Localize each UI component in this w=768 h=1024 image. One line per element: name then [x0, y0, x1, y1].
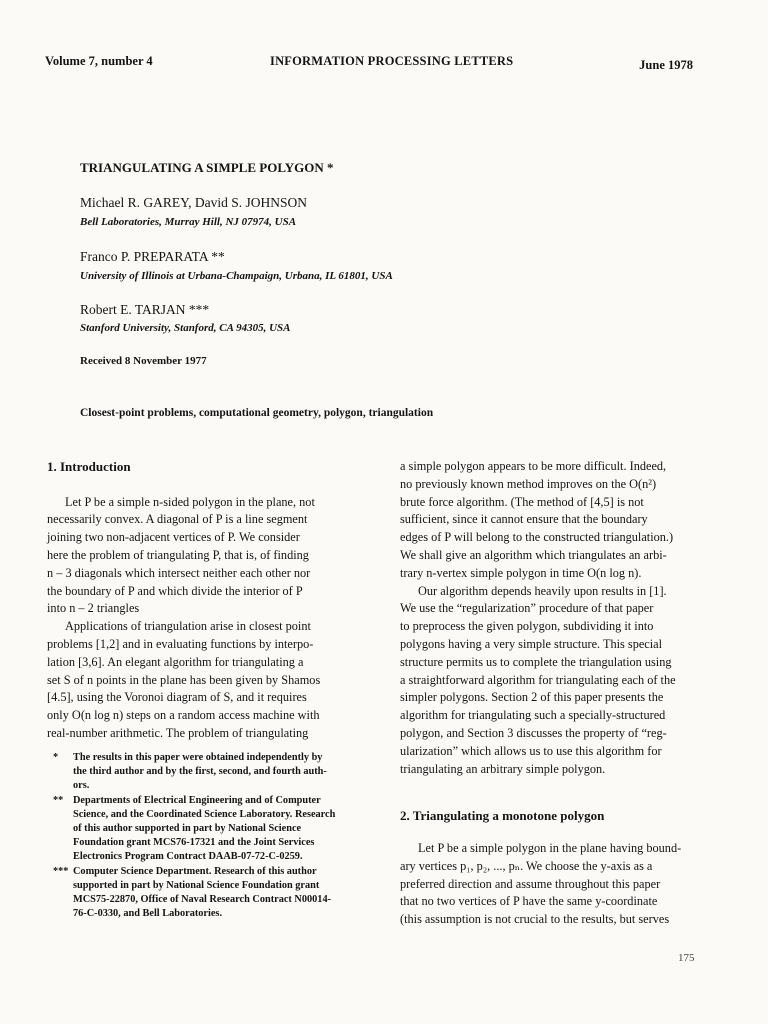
body-line: that no two vertices of P have the same y-coordinate [400, 894, 658, 909]
body-line: polygon, and Section 3 discusses the property of “reg- [400, 725, 667, 740]
footnote-line: supported in part by National Science Foundation grant [73, 879, 320, 891]
body-line: joining two non-adjacent vertices of P. We consider [47, 530, 300, 545]
footnote-line: MCS75-22870, Office of Naval Research Contract N00014- [73, 894, 332, 906]
body-line: algorithm for triangulating such a specially-structured [400, 708, 666, 723]
footnote-line: The results in this paper were obtained independently by [73, 752, 323, 763]
header-journal: INFORMATION PROCESSING LETTERS [270, 54, 514, 68]
footnote-line: Science, and the Coordinated Science Laboratory. Research [73, 808, 336, 820]
author-names-3: Robert E. TARJAN *** [80, 302, 210, 317]
right-column [400, 458, 740, 778]
body-line: problems [1,2] and in evaluating functions by interpo- [47, 636, 314, 651]
header-date: June 1978 [639, 58, 693, 72]
paper-title: TRIANGULATING A SIMPLE POLYGON * [80, 160, 334, 175]
author-affiliation-3: Stanford University, Stanford, CA 94305, USA [80, 322, 291, 334]
body-line: only O(n log n) steps on a random access machine with [47, 708, 320, 723]
body-line: Let P be a simple n-sided polygon in the plane, not [65, 494, 315, 509]
body-line: Let P be a simple polygon in the plane having bound- [418, 841, 682, 855]
footnote-line: of this author supported in part by National Science [73, 823, 302, 835]
body-line: a straightforward algorithm for triangulating each of the [400, 672, 676, 687]
body-line: We use the “regularization” procedure of that paper [400, 601, 654, 616]
author-names-2: Franco P. PREPARATA ** [80, 249, 225, 264]
body-line: necessarily convex. A diagonal of P is a line segment [47, 512, 308, 527]
footnote [47, 751, 382, 794]
section-1-title: 1. Introduction [47, 459, 131, 474]
body-line: real-number arithmetic. The problem of triangulating [47, 725, 309, 740]
footnote [47, 794, 382, 865]
page-number: 175 [678, 952, 695, 964]
footnote-line: ors. [73, 780, 90, 792]
body-line: (this assumption is not crucial to the results, but serves [400, 912, 670, 927]
body-line: sufficient, since it cannot ensure that the boundary [400, 512, 648, 527]
body-line: brute force algorithm. (The method of [4,5] is not [400, 494, 644, 509]
body-line: structure permits us to complete the triangulation using [400, 654, 672, 669]
body-line: edges of P will belong to the constructed triangulation.) [400, 530, 674, 545]
author-affiliation-1: Bell Laboratories, Murray Hill, NJ 07974, USA [80, 216, 297, 228]
body-line: ularization” which allows us to use this algorithm for [400, 743, 662, 758]
left-column [47, 458, 382, 743]
footnote-line: Foundation grant MCS76-17321 and the Joint Services [73, 837, 315, 849]
body-line: lation [3,6]. An elegant algorithm for triangulating a [47, 654, 304, 669]
body-line: to preprocess the given polygon, subdividing it into [400, 619, 654, 634]
footnote-line: Electronics Program Contract DAAB-07-72-C-0259. [73, 851, 303, 863]
body-line: simpler polygons. Section 2 of this paper presents the [400, 690, 664, 705]
body-line: set S of n points in the plane has been given by Shamos [47, 672, 321, 687]
body-line: ary vertices p₁, p₂, ..., pₙ. We choose the y-axis as a [400, 858, 653, 873]
body-line: triangulating an arbitrary simple polygon. [400, 761, 606, 776]
author-names-1: Michael R. GAREY, David S. JOHNSON [80, 195, 308, 210]
footnote-line: Departments of Electrical Engineering and of Computer [73, 794, 321, 806]
author-affiliation-2: University of Illinois at Urbana-Champaign, Urbana, IL 61801, USA [80, 270, 393, 282]
section-2-body [400, 840, 740, 929]
body-line: Our algorithm depends heavily upon results in [1]. [418, 583, 667, 598]
body-line: polygons having a very simple structure. This special [400, 636, 663, 651]
section-2-title: 2. Triangulating a monotone polygon [400, 808, 605, 823]
body-line: into n – 2 triangles [47, 601, 140, 616]
received-date: Received 8 November 1977 [80, 355, 207, 367]
body-line: here the problem of triangulating P, that is, of finding [47, 547, 309, 562]
body-line: trary n-vertex simple polygon in time O(n log n). [400, 565, 642, 580]
body-line: n – 3 diagonals which intersect neither each other nor [47, 565, 311, 580]
footnotes [47, 751, 382, 921]
body-line: We shall give an algorithm which triangulates an arbi- [400, 547, 667, 562]
body-line: no previously known method improves on the O(n²) [400, 476, 657, 491]
body-line: the boundary of P and which divide the interior of P [47, 583, 303, 598]
body-line: a simple polygon appears to be more difficult. Indeed, [400, 459, 667, 473]
footnote-line: the third author and by the first, second, and fourth auth- [73, 766, 327, 778]
footnote-mark: ** [53, 794, 64, 806]
body-line: Applications of triangulation arise in closest point [65, 619, 311, 634]
body-line: preferred direction and assume throughout this paper [400, 876, 661, 891]
footnote-mark: * [53, 752, 59, 763]
keywords: Closest-point problems, computational geometry, polygon, triangulation [80, 407, 434, 419]
footnote-mark: *** [53, 865, 69, 877]
footnote [47, 865, 382, 922]
header-volume: Volume 7, number 4 [45, 54, 153, 68]
body-line [47, 476, 382, 494]
footnote-line: Computer Science Department. Research of this author [73, 865, 317, 877]
body-line: [4.5], using the Voronoi diagram of S, and it requires [47, 690, 307, 705]
footnote-line: 76-C-0330, and Bell Laboratories. [73, 908, 223, 920]
